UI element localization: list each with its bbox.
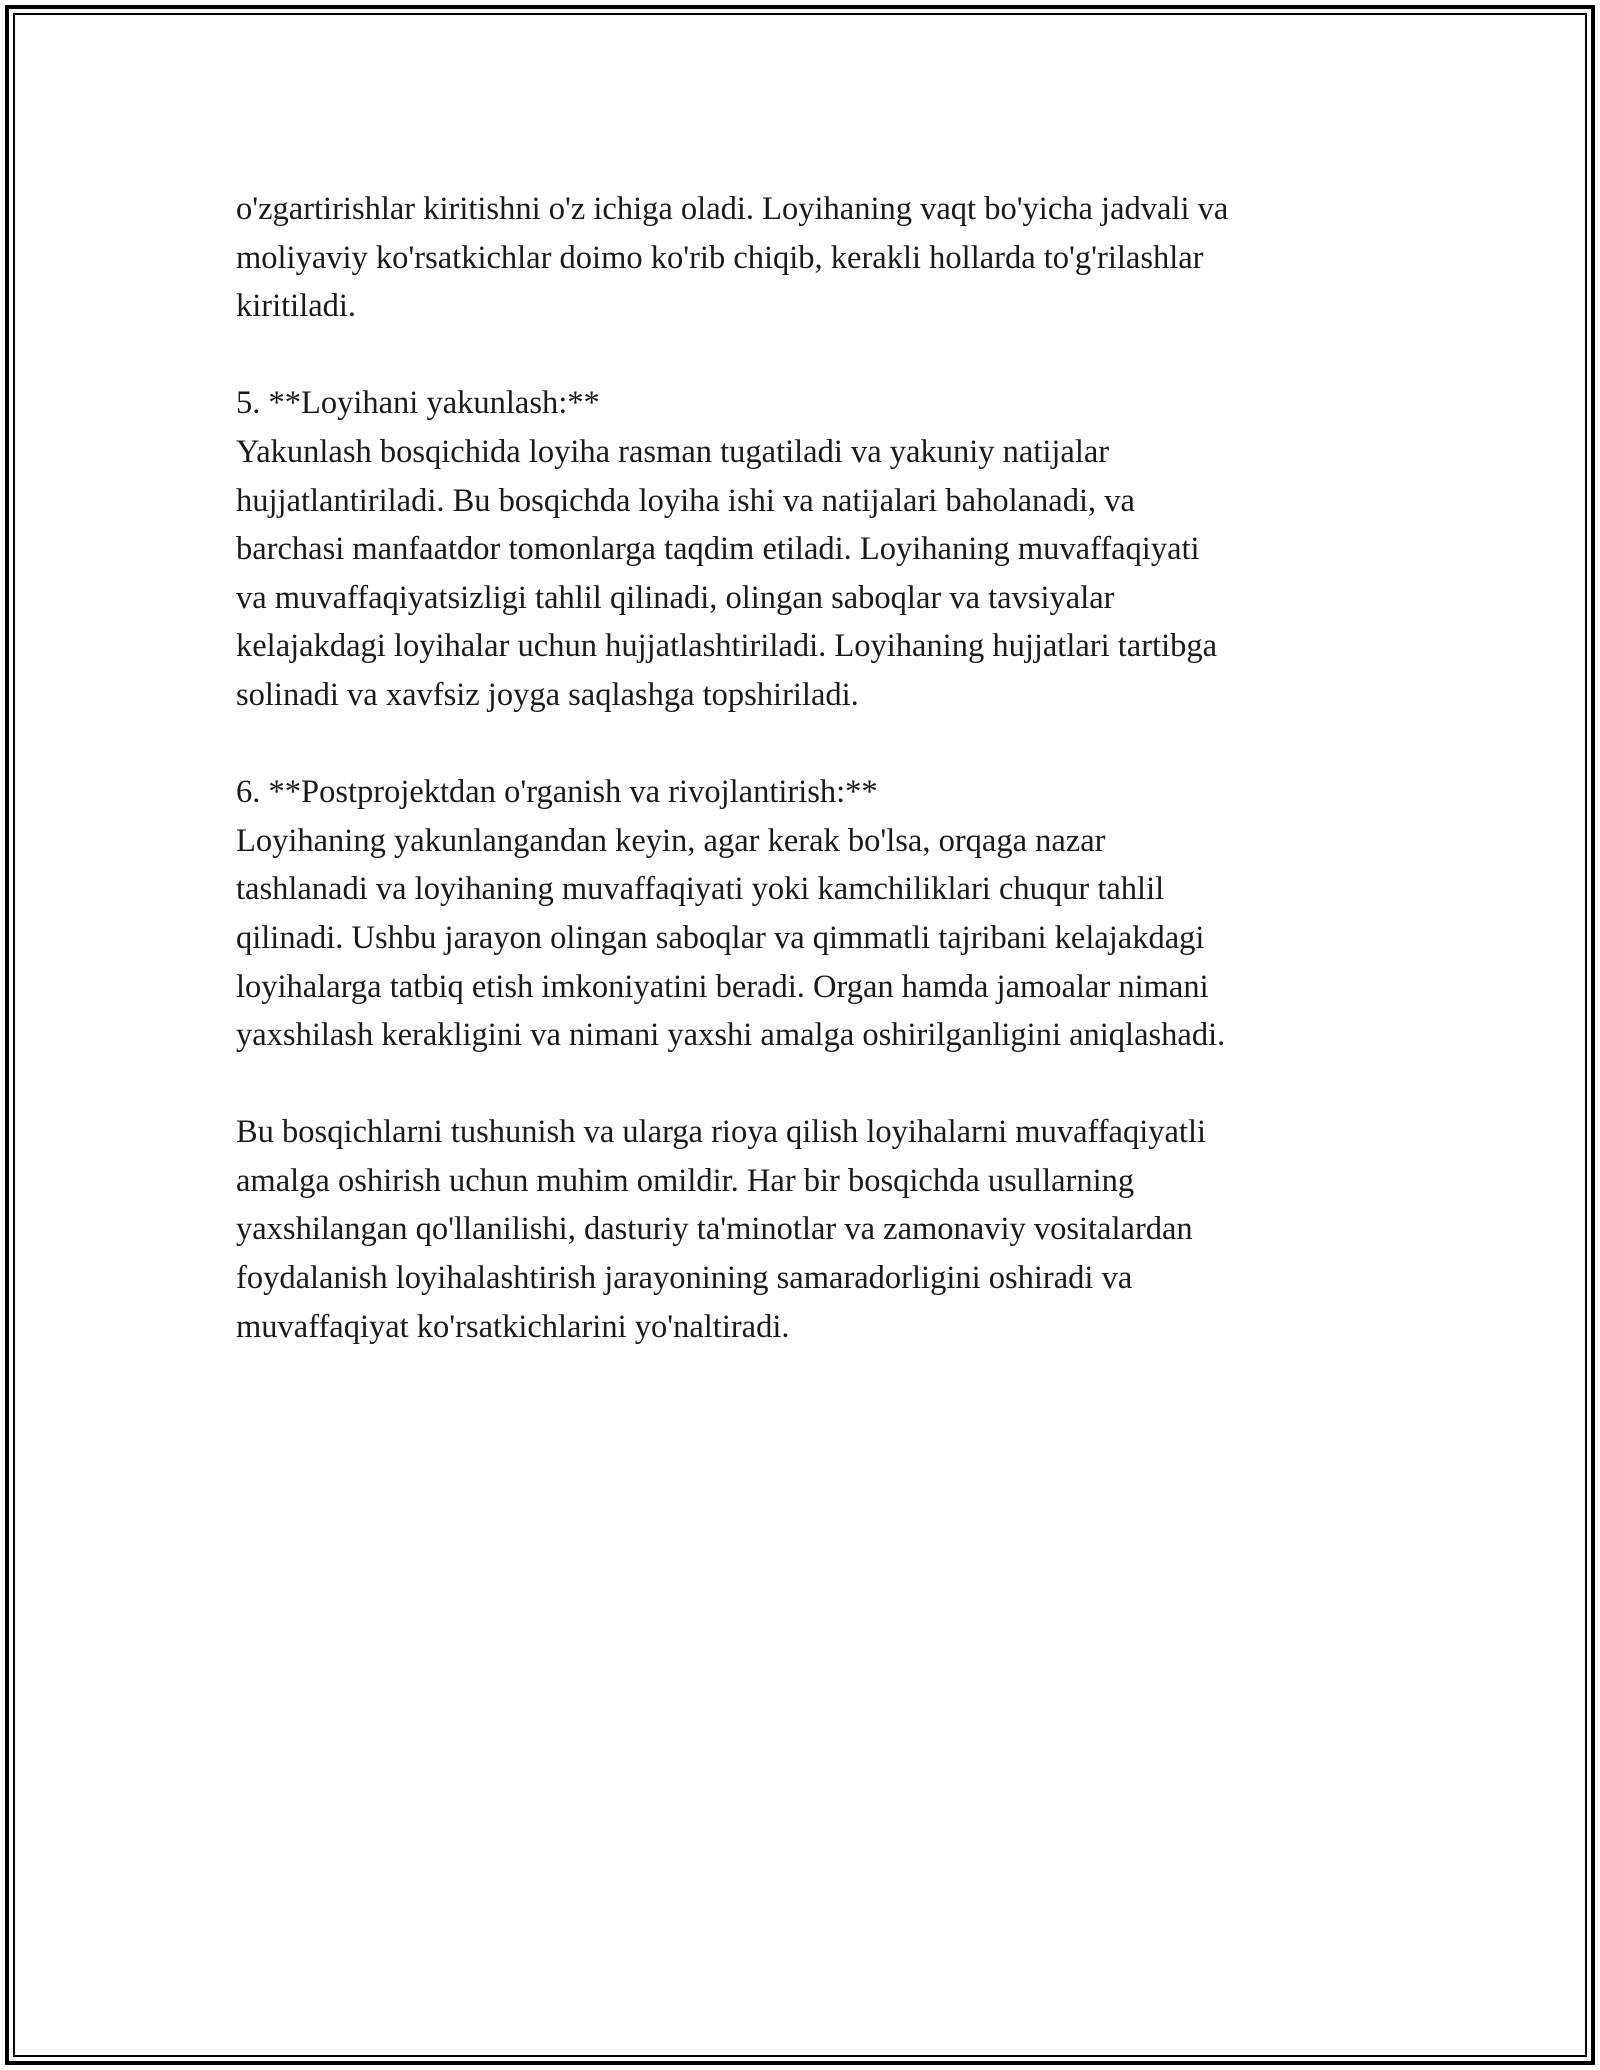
paragraph-spacer <box>236 720 1366 769</box>
paragraph-conclusion: Bu bosqichlarni tushunish va ularga rioya qilish loyihalarni muvaffaqiyatli amalga oshirish uchun muhim omildir. Har bir bosqichda usullarning yaxshilangan qo'llanilishi, dasturiy ta'minotlar va zamonaviy vositalardan foydalanish loyihalashtirish jarayonining samaradorligini oshiradi va muvaffaqiyat ko'rsatkichlarini yo'naltiradi. <box>236 1114 1207 1345</box>
paragraph-spacer <box>236 331 1366 380</box>
paragraph-continuation: o'zgartirishlar kiritishni o'z ichiga oladi. Loyihaning vaqt bo'yicha jadvali va moliyaviy ko'rsatkichlar doimo ko'rib chiqib, kerakli hollarda to'g'rilashlar kiritiladi. <box>236 191 1229 325</box>
document-body <box>236 185 1366 1351</box>
section-5-closure: 5. **Loyihani yakunlash:** Yakunlash bosqichida loyiha rasman tugatiladi va yakuniy natijalar hujjatlantiriladi. Bu bosqichda loyiha ishi va natijalari baholanadi, va barchasi manfaatdor tomonlarga taqdim etiladi. Loyihaning muvaffaqiyati va muvaffaqiyatsizligi tahlil qilinadi, olingan saboqlar va tavsiyalar kelajakdagi loyihalar uchun hujjatlashtiriladi. Loyihaning hujjatlari tartibga solinadi va xavfsiz joyga saqlashga topshiriladi. <box>236 385 1218 713</box>
section-6-post-project: 6. **Postprojektdan o'rganish va rivojlantirish:** Loyihaning yakunlangandan keyin, agar kerak bo'lsa, orqaga nazar tashlanadi va loyihaning muvaffaqiyati yoki kamchiliklari chuqur tahlil qilinadi. Ushbu jarayon olingan saboqlar va qimmatli tajribani kelajakdagi loyihalarga tatbiq etish imkoniyatini beradi. Organ hamda jamoalar nimani yaxshilash kerakligini va nimani yaxshi amalga oshirilganligini aniqlashadi. <box>236 774 1226 1054</box>
paragraph-spacer <box>236 1060 1366 1109</box>
